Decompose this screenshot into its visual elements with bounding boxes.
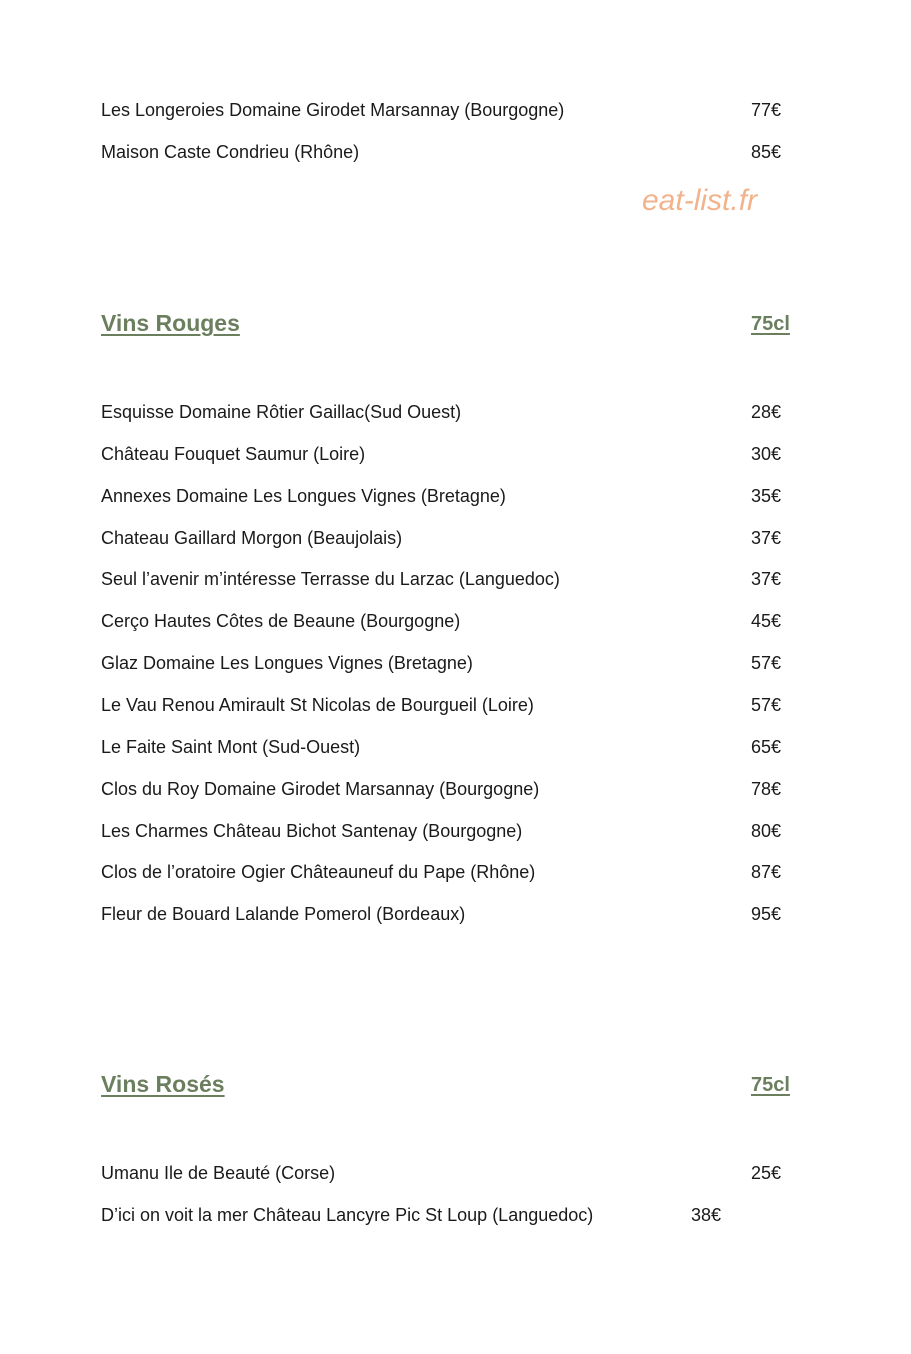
wine-price: 45€ [751,611,782,631]
wine-name: Cerço Hautes Côtes de Beaune (Bourgogne) [101,611,461,631]
section-unit-rouges: 75cl [751,313,790,335]
wine-price: 77€ [751,100,782,120]
watermark: eat-list.fr [642,184,758,217]
wine-name: Esquisse Domaine Rôtier Gaillac(Sud Ouest) [101,402,462,422]
section-unit-roses: 75cl [751,1074,790,1096]
wine-name: Glaz Domaine Les Longues Vignes (Bretagne) [101,653,473,673]
wine-name: Annexes Domaine Les Longues Vignes (Bretagne) [101,486,506,506]
wine-price: 57€ [751,653,782,673]
wine-price: 95€ [751,904,782,924]
wine-price: 78€ [751,779,782,799]
wine-name: Maison Caste Condrieu (Rhône) [101,142,360,162]
wine-price: 28€ [751,402,782,422]
wine-name: Le Faite Saint Mont (Sud-Ouest) [101,737,361,757]
section-title-roses: Vins Rosés [101,1071,225,1097]
wine-name: Fleur de Bouard Lalande Pomerol (Bordeaux) [101,904,466,924]
wine-name: Clos de l’oratoire Ogier Châteauneuf du Pape (Rhône) [101,862,536,882]
wine-name: Le Vau Renou Amirault St Nicolas de Bourgueil (Loire) [101,695,534,715]
wine-price: 87€ [751,862,782,882]
wine-name: Umanu Ile de Beauté (Corse) [101,1163,336,1183]
wine-price: 37€ [751,528,782,548]
wine-price: 85€ [751,142,782,162]
wine-name: Les Charmes Château Bichot Santenay (Bourgogne) [101,821,523,841]
wine-price: 30€ [751,444,782,464]
wine-name: Seul l’avenir m’intéresse Terrasse du Larzac (Languedoc) [101,569,560,589]
wine-price: 38€ [691,1205,722,1225]
section-title-rouges: Vins Rouges [101,310,240,336]
wine-price: 65€ [751,737,782,757]
wine-name: Clos du Roy Domaine Girodet Marsannay (Bourgogne) [101,779,540,799]
wine-price: 80€ [751,821,782,841]
wine-name: D’ici on voit la mer Château Lancyre Pic St Loup (Languedoc) [101,1205,594,1225]
wine-name: Château Fouquet Saumur (Loire) [101,444,366,464]
wine-name: Chateau Gaillard Morgon (Beaujolais) [101,528,403,548]
wine-name: Les Longeroies Domaine Girodet Marsannay (Bourgogne) [101,100,565,120]
wine-price: 25€ [751,1163,782,1183]
wine-price: 37€ [751,569,782,589]
wine-price: 35€ [751,486,782,506]
wine-price: 57€ [751,695,782,715]
